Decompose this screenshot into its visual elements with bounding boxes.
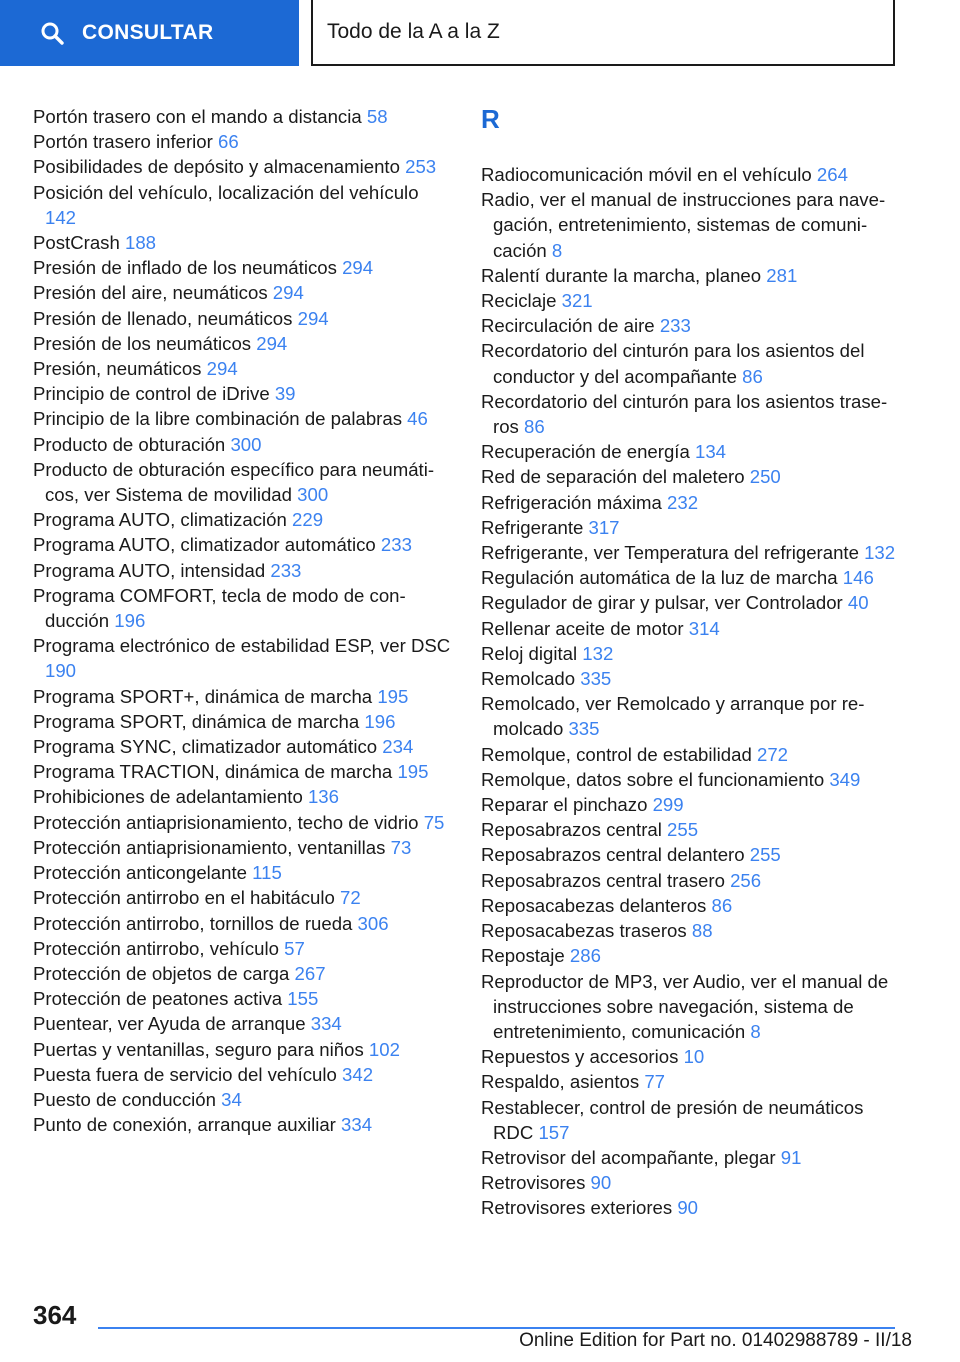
- index-entry: [33, 331, 453, 356]
- page-reference-link[interactable]: 299: [652, 794, 684, 816]
- index-entry-text: Punto de conexión, arranque auxiliar: [33, 1114, 336, 1136]
- index-entry-text: Reposabrazos central delantero: [481, 844, 745, 866]
- index-entry-text: Protección antiaprisionamiento, ventanillas: [33, 836, 386, 858]
- index-entry-text: Programa TRACTION, dinámica de marcha: [33, 761, 393, 783]
- index-entry: [481, 490, 901, 515]
- page-reference-link[interactable]: 188: [124, 232, 157, 254]
- index-entry: [33, 255, 453, 280]
- index-entry-text: Remolque, datos sobre el funcionamiento: [481, 768, 825, 790]
- index-entry: [33, 835, 453, 860]
- index-entry: [33, 306, 453, 331]
- index-entry: [33, 129, 453, 154]
- page-reference-link[interactable]: 8: [551, 239, 563, 261]
- page-reference-link[interactable]: 286: [569, 945, 601, 967]
- index-entry: [33, 684, 453, 709]
- index-entry: [481, 1069, 901, 1094]
- page-reference-link[interactable]: 253: [405, 156, 437, 178]
- page-reference-link[interactable]: 75: [423, 811, 445, 833]
- index-entry-text: Refrigerante, ver Temperatura del refrigerante: [481, 542, 859, 564]
- index-entry-text: Radiocomunicación móvil en el vehículo: [481, 164, 812, 185]
- index-entry-text: Refrigerante: [481, 516, 584, 538]
- index-entry-text: Protección antirrobo, vehículo: [33, 937, 279, 959]
- index-entry-text: Programa AUTO, climatización: [33, 509, 287, 531]
- index-entry: [481, 313, 901, 338]
- page-reference-link[interactable]: 229: [292, 509, 324, 531]
- index-entry-text: Protección de objetos de carga: [33, 962, 290, 984]
- page-reference-link[interactable]: 40: [847, 592, 869, 614]
- index-entry-text: Regulación automática de la luz de marcha: [481, 567, 838, 589]
- index-entry: [481, 263, 901, 288]
- page-reference-link[interactable]: 233: [270, 559, 302, 581]
- page-reference-link[interactable]: 58: [366, 106, 388, 127]
- index-entry-text: Retrovisores: [481, 1172, 586, 1194]
- index-entry-text: Reposabrazos central trasero: [481, 869, 725, 891]
- index-entry: [481, 540, 901, 565]
- index-entry: [481, 817, 901, 842]
- index-entry: [481, 641, 901, 666]
- index-entry: [33, 860, 453, 885]
- index-entry-text: Puesto de conducción: [33, 1088, 216, 1110]
- index-entry-text: Red de separación del maletero: [481, 466, 745, 488]
- page-reference-link[interactable]: 281: [766, 264, 798, 286]
- page-reference-link[interactable]: 306: [357, 912, 389, 934]
- index-entry: [33, 784, 453, 809]
- index-entry-text: Producto de obturación específico para neumáticos, ver Sistema de movilidad: [33, 458, 435, 506]
- page-reference-link[interactable]: 334: [310, 1013, 342, 1035]
- index-entry-text: Producto de obturación: [33, 433, 226, 455]
- page-reference-link[interactable]: 155: [287, 988, 319, 1010]
- page-reference-link[interactable]: 294: [297, 307, 329, 329]
- index-entry-text: Reparar el pinchazo: [481, 794, 648, 816]
- page-reference-link[interactable]: 77: [644, 1071, 666, 1093]
- index-entry: [481, 691, 901, 741]
- footer-divider: [98, 1327, 895, 1329]
- index-entry: [33, 457, 453, 507]
- index-entry-text: Protección anticongelante: [33, 862, 247, 884]
- page-reference-link[interactable]: 190: [45, 660, 77, 682]
- index-entry: [33, 810, 453, 835]
- page-reference-link[interactable]: 57: [284, 937, 305, 959]
- index-entry: [33, 1037, 453, 1062]
- page-reference-link[interactable]: 102: [368, 1038, 400, 1060]
- index-entry-text: PostCrash: [33, 232, 120, 254]
- index-entry: [481, 187, 901, 263]
- page-reference-link[interactable]: 321: [561, 290, 593, 312]
- page-reference-link[interactable]: 134: [694, 441, 727, 463]
- index-entry-text: Programa AUTO, climatizador automático: [33, 534, 376, 556]
- page-reference-link[interactable]: 8: [750, 1020, 761, 1042]
- index-entry-text: Reposacabezas delanteros: [481, 894, 707, 916]
- index-entry: [33, 507, 453, 532]
- index-letter-heading: R: [481, 104, 500, 134]
- page-reference-link[interactable]: 234: [382, 736, 414, 758]
- index-entry-text: Presión de inflado de los neumáticos: [33, 257, 337, 279]
- page-reference-link[interactable]: 115: [252, 862, 282, 884]
- index-entry-text: Reloj digital: [481, 642, 578, 664]
- consult-label: CONSULTAR: [82, 21, 214, 44]
- index-entry: [481, 1095, 901, 1145]
- index-entry-text: Portón trasero inferior: [33, 131, 213, 153]
- index-entry-text: Retrovisores exteriores: [481, 1197, 673, 1219]
- section-title: Todo de la A a la Z: [327, 20, 500, 43]
- index-entry-text: Recordatorio del cinturón para los asientos traseros: [481, 390, 888, 438]
- index-column-left: [33, 104, 453, 1137]
- index-entry: [33, 406, 453, 431]
- search-icon: [40, 21, 64, 45]
- index-entry: [33, 1087, 453, 1112]
- page-reference-link[interactable]: 317: [588, 516, 620, 538]
- page-reference-link[interactable]: 233: [659, 315, 691, 337]
- page-reference-link[interactable]: 314: [688, 617, 720, 639]
- index-column-right: [481, 104, 901, 1221]
- page-reference-link[interactable]: 256: [730, 869, 762, 891]
- index-entry-text: Principio de control de iDrive: [33, 383, 270, 405]
- index-entry: [481, 616, 901, 641]
- page-reference-link[interactable]: 300: [297, 484, 329, 506]
- index-entry-text: Presión de los neumáticos: [33, 332, 252, 354]
- index-entry: [481, 666, 901, 691]
- index-entry: [33, 1011, 453, 1036]
- page-reference-link[interactable]: 86: [524, 416, 545, 438]
- index-entry: [481, 1195, 901, 1220]
- index-entry-text: Programa electrónico de estabilidad ESP, ver DSC: [33, 635, 451, 657]
- index-entry: [481, 792, 901, 817]
- page-reference-link[interactable]: 335: [568, 718, 600, 740]
- index-entry-text: Programa SPORT, dinámica de marcha: [33, 710, 360, 732]
- index-entry-text: Remolcado: [481, 668, 576, 690]
- page-reference-link[interactable]: 294: [342, 257, 374, 279]
- index-entry: [481, 742, 901, 767]
- page-reference-link[interactable]: 294: [206, 358, 238, 380]
- index-entry: [33, 583, 453, 633]
- index-entry-text: Recordatorio del cinturón para los asientos del conductor y del acompañante: [481, 340, 865, 387]
- index-entry-text: Remolcado, ver Remolcado y arranque por remolcado: [481, 693, 865, 740]
- index-entry: [33, 381, 453, 406]
- index-entry: [33, 911, 453, 936]
- index-entry: [481, 1044, 901, 1069]
- page-reference-link[interactable]: 335: [580, 668, 612, 690]
- index-entry-text: Protección antirrobo, tornillos de rueda: [33, 912, 353, 934]
- page-reference-link[interactable]: 157: [538, 1121, 570, 1143]
- index-entry-text: Refrigeración máxima: [481, 491, 662, 513]
- index-entry-text: Puertas y ventanillas, seguro para niños: [33, 1038, 364, 1060]
- page-reference-link[interactable]: 233: [380, 534, 412, 556]
- page-reference-link[interactable]: 146: [842, 567, 874, 589]
- index-entry: [481, 767, 901, 792]
- index-entry: [481, 1170, 901, 1195]
- index-entry: [481, 565, 901, 590]
- page-reference-link[interactable]: 132: [864, 542, 896, 564]
- index-entry-text: Recirculación de aire: [481, 315, 655, 337]
- index-entry-text: Repuestos y accesorios: [481, 1046, 679, 1068]
- index-entry-text: Radio, ver el manual de instrucciones para navegación, entretenimiento, sistemas de comunicación: [481, 189, 886, 261]
- page-reference-link[interactable]: 73: [390, 836, 412, 858]
- index-entry-text: Protección antirrobo en el habitáculo: [33, 887, 335, 909]
- index-entry: [481, 868, 901, 893]
- page-reference-link[interactable]: 300: [230, 433, 262, 455]
- index-entry-text: Reciclaje: [481, 290, 557, 312]
- page-reference-link[interactable]: 196: [364, 710, 396, 732]
- page-reference-link[interactable]: 66: [218, 131, 239, 153]
- index-entry-text: Rellenar aceite de motor: [481, 617, 684, 639]
- index-entry: [33, 734, 453, 759]
- index-entry-text: Respaldo, asientos: [481, 1071, 640, 1093]
- index-entry: [481, 590, 901, 615]
- index-entry: [33, 230, 453, 255]
- index-entry: [33, 532, 453, 557]
- index-entry-text: Programa COMFORT, tecla de modo de conducción: [33, 584, 406, 632]
- page-reference-link[interactable]: 195: [397, 761, 429, 783]
- index-entry-text: Protección antiaprisionamiento, techo de vidrio: [33, 811, 419, 833]
- index-entry: [481, 943, 901, 968]
- index-entry: [33, 709, 453, 734]
- index-entry-text: Presión del aire, neumáticos: [33, 282, 268, 304]
- index-entry: [33, 961, 453, 986]
- index-entry: [33, 633, 453, 683]
- page-reference-link[interactable]: 294: [256, 332, 288, 354]
- page-reference-link[interactable]: 86: [711, 894, 733, 916]
- index-entry: [481, 439, 901, 464]
- index-entry-text: Reposabrazos central: [481, 819, 662, 841]
- consult-tab[interactable]: [0, 0, 299, 66]
- index-entry: [481, 338, 901, 388]
- page-reference-link[interactable]: 272: [756, 743, 789, 765]
- index-entries-right: [481, 162, 901, 1221]
- index-entry-text: Programa SPORT+, dinámica de marcha: [33, 685, 373, 707]
- index-entry: [481, 288, 901, 313]
- index-entry: [481, 969, 901, 1045]
- index-entry: [481, 389, 901, 439]
- page-reference-link[interactable]: 255: [667, 819, 699, 841]
- page-reference-link[interactable]: 34: [221, 1088, 242, 1110]
- index-entry: [33, 558, 453, 583]
- index-entry: [33, 936, 453, 961]
- index-entry-text: Restablecer, control de presión de neumáticos RDC: [481, 1096, 864, 1143]
- index-entry-text: Ralentí durante la marcha, planeo: [481, 264, 762, 286]
- page-reference-link[interactable]: 132: [582, 642, 614, 664]
- index-entry-text: Puesta fuera de servicio del vehículo: [33, 1063, 337, 1085]
- page-reference-link[interactable]: 91: [780, 1146, 802, 1168]
- page-reference-link[interactable]: 10: [683, 1046, 705, 1068]
- index-entry-text: Portón trasero con el mando a distancia: [33, 106, 362, 127]
- page-reference-link[interactable]: 267: [294, 962, 326, 984]
- edition-note: Online Edition for Part no. 01402988789 - II/18: [519, 1330, 912, 1351]
- index-entry-text: Protección de peatones activa: [33, 988, 283, 1010]
- index-entry: [33, 180, 453, 230]
- page-reference-link[interactable]: 88: [691, 920, 713, 942]
- index-entry-text: Posibilidades de depósito y almacenamiento: [33, 156, 400, 178]
- page-reference-link[interactable]: 195: [377, 685, 409, 707]
- index-entry: [33, 986, 453, 1011]
- page-reference-link[interactable]: 39: [274, 383, 296, 405]
- index-entry: [33, 356, 453, 381]
- index-entry: [33, 154, 453, 179]
- index-entry: [33, 1112, 453, 1137]
- page-reference-link[interactable]: 294: [272, 282, 304, 304]
- page-reference-link[interactable]: 250: [749, 466, 781, 488]
- page-reference-link[interactable]: 90: [677, 1197, 699, 1219]
- index-entry-text: Programa AUTO, intensidad: [33, 559, 266, 581]
- index-entry-text: Regulador de girar y pulsar, ver Controlador: [481, 592, 843, 614]
- page-reference-link[interactable]: 142: [45, 206, 77, 228]
- page-reference-link[interactable]: 255: [749, 844, 781, 866]
- index-entry: [481, 893, 901, 918]
- index-entry: [481, 162, 901, 187]
- index-entry: [33, 759, 453, 784]
- page-reference-link[interactable]: 136: [307, 786, 339, 808]
- page-reference-link[interactable]: 46: [407, 408, 428, 430]
- page-reference-link[interactable]: 342: [342, 1063, 374, 1085]
- index-entry-text: Reposacabezas traseros: [481, 920, 687, 942]
- index-entry-text: Retrovisor del acompañante, plegar: [481, 1146, 776, 1168]
- page-reference-link[interactable]: 232: [667, 491, 699, 513]
- index-entry-text: Posición del vehículo, localización del vehículo: [33, 181, 419, 203]
- index-entry: [33, 280, 453, 305]
- page-reference-link[interactable]: 349: [829, 768, 861, 790]
- index-entry: [33, 432, 453, 457]
- page-reference-link[interactable]: 196: [114, 610, 146, 632]
- index-entry: [481, 515, 901, 540]
- index-entry-text: Reproductor de MP3, ver Audio, ver el manual de instrucciones sobre navegación, sistema de entretenimiento, comunicación: [481, 970, 889, 1042]
- index-entry-text: Remolque, control de estabilidad: [481, 743, 752, 765]
- index-entry: [481, 1145, 901, 1170]
- index-entry-text: Presión, neumáticos: [33, 358, 202, 380]
- index-entry-text: Puentear, ver Ayuda de arranque: [33, 1013, 306, 1035]
- page-number: 364: [33, 1300, 77, 1330]
- page-reference-link[interactable]: 90: [590, 1172, 612, 1194]
- index-entry: [481, 842, 901, 867]
- index-entry: [33, 885, 453, 910]
- index-entry: [33, 104, 453, 129]
- index-entry-text: Programa SYNC, climatizador automático: [33, 736, 378, 758]
- index-entry: [481, 464, 901, 489]
- index-entry-text: Recuperación de energía: [481, 441, 690, 463]
- index-entry: [33, 1062, 453, 1087]
- index-entry-text: Prohibiciones de adelantamiento: [33, 786, 303, 808]
- page-reference-link[interactable]: 264: [816, 164, 848, 185]
- index-entry-text: Repostaje: [481, 945, 565, 967]
- page-reference-link[interactable]: 72: [340, 887, 361, 909]
- page-reference-link[interactable]: 334: [341, 1114, 373, 1136]
- page-reference-link[interactable]: 86: [742, 365, 763, 387]
- index-entry-text: Principio de la libre combinación de palabras: [33, 408, 402, 430]
- index-entry: [481, 918, 901, 943]
- section-header: [311, 0, 895, 66]
- index-entry-text: Presión de llenado, neumáticos: [33, 307, 293, 329]
